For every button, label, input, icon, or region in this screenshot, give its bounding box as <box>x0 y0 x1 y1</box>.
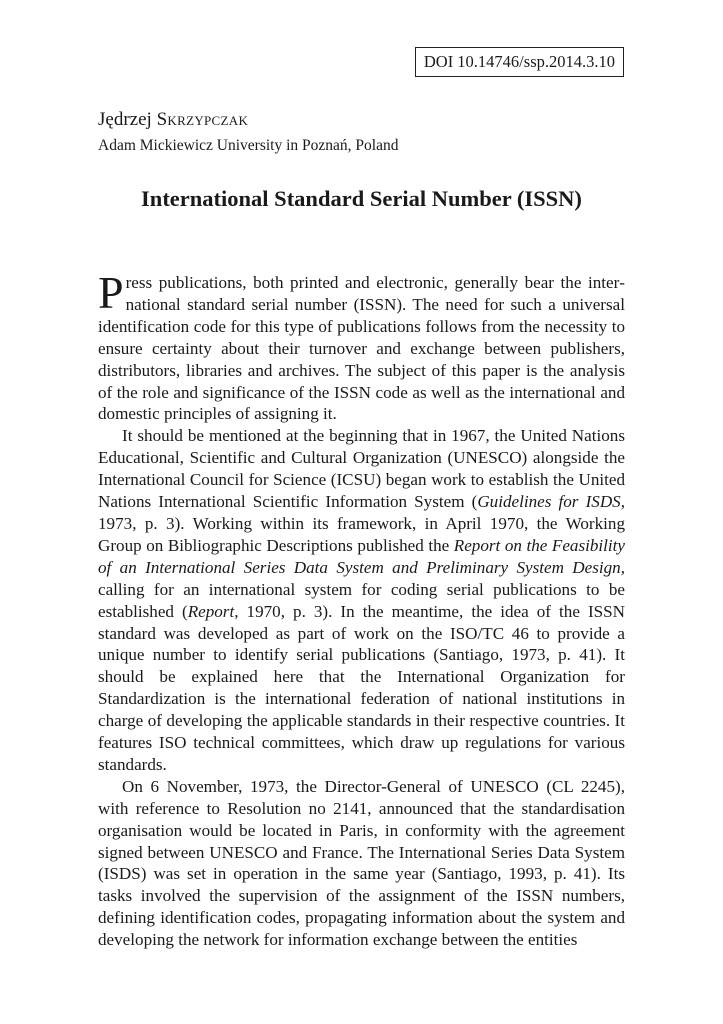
paper-title: International Standard Serial Number (ISSN) <box>141 186 582 211</box>
doi-label: DOI 10.14746/ssp.2014.3.10 <box>415 47 624 77</box>
author-affiliation: Adam Mickiewicz University in Poznań, Poland <box>98 137 399 154</box>
paper-body <box>98 267 625 951</box>
citation-guidelines-isds: Guidelines for ISDS <box>477 492 621 512</box>
author-last-name: Skrzypczak <box>156 109 249 130</box>
citation-report: Report <box>187 601 235 621</box>
paragraph-2-text-2: , 1973, p. 3). Working within its framework, in April 1970, the Working Group on Bibliographic Descriptions published the <box>98 492 625 555</box>
paragraph-1 <box>98 267 625 425</box>
paragraph-2 <box>98 425 625 776</box>
paragraph-2-text-1: It should be mentioned at the beginning that in 1967, the United Nations Educational, Scientific and Cultural Organization (UNESCO) alongside the International Council for Science (ICSU) began work to establish the United Nations International Scientific Information System ( <box>98 426 625 512</box>
author-first-name: Jędrzej <box>98 109 152 130</box>
paragraph-2-text-3: , calling for an international system for coding serial publications to be established ( <box>98 557 625 621</box>
author-name <box>98 108 248 132</box>
paragraph-1-text: ress publications, both printed and electronic, generally bear the international standard serial number (ISSN). The need for such a universal identification code for this type of publications follows from the necessity to ensure certainty about their turnover and exchange between publishers, distributors, libraries and archives. The subject of this paper is the analysis of the role and significance of the ISSN code as well as the international and domestic principles of assigning it. <box>98 273 625 424</box>
citation-report-title: Report on the Feasibility of an International Series Data System and Preliminary System Design <box>98 535 625 577</box>
drop-cap: P <box>98 267 124 318</box>
paragraph-2-text-4: , 1970, p. 3). In the meantime, the idea of the ISSN standard was developed as part of work on the ISO/TC 46 to provide a unique number to identify serial publications (Santiago, 1973, p. 41). It should be explained here that the International Organization for Standardization is the international federation of national institutions in charge of developing the applicable standards in their respective countries. It features ISO technical committees, which draw up regulations for various standards. <box>98 601 625 774</box>
paragraph-3: On 6 November, 1973, the Director-General of UNESCO (CL 2245), with reference to Resolution no 2141, announced that the standardisation organisation would be located in Paris, in conformity with the agreement signed between UNESCO and France. The International Series Data System (ISDS) was set in operation in the same year (Santiago, 1993, p. 41). Its tasks involved the supervision of the assignment of the ISSN numbers, defining identification codes, propagating information about the system and developing the network for information exchange between the entities <box>98 776 625 950</box>
